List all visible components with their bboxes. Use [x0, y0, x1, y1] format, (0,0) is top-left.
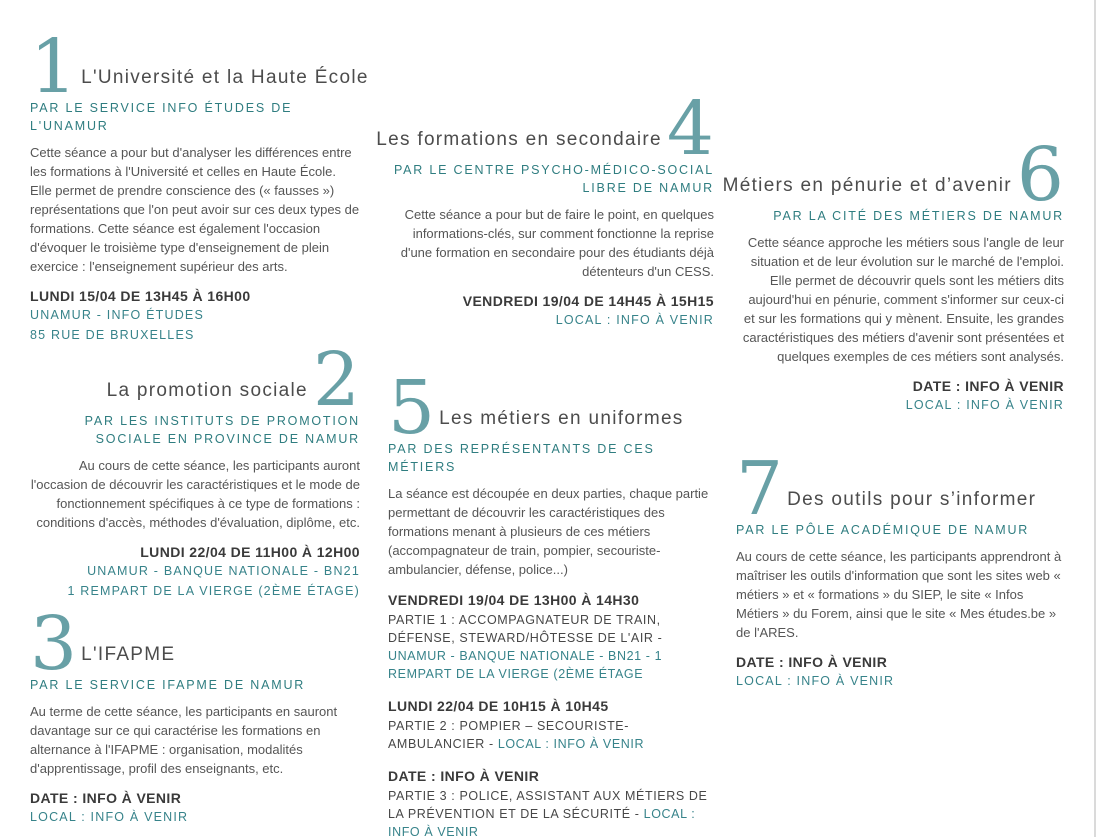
section-5: [388, 364, 714, 837]
section-body: Au cours de cette séance, les participants auront l'occasion de découvrir les caractéristiques et le mode de fonctionnement spécifiques à ce type de formations : conditions d'accès, méthodes d'évaluation, diplôme, etc.: [30, 458, 360, 530]
section-provider: PAR LE CENTRE PSYCHO-MÉDICO-SOCIAL LIBRE DE NAMUR: [393, 163, 714, 195]
section-4-header: [376, 86, 714, 172]
schedule-entry: [388, 768, 714, 837]
session-location: 1 REMPART DE LA VIERGE (2ÈME ÉTAGE): [67, 583, 360, 598]
session-date: LUNDI 22/04 DE 11H00 À 12H00: [140, 544, 360, 560]
schedule-detail: [388, 717, 714, 753]
session-date: DATE : INFO À VENIR: [912, 378, 1064, 394]
session-location: LOCAL : INFO À VENIR: [905, 398, 1064, 412]
section-1-header: [30, 24, 369, 110]
section-title: Les métiers en uniformes: [439, 407, 684, 429]
section-2-header: [30, 337, 360, 423]
section-title: Des outils pour s’informer: [787, 488, 1037, 510]
section-provider: PAR LES INSTITUTS DE PROMOTION SOCIALE EN PROVINCE DE NAMUR: [84, 414, 360, 446]
section-4: [376, 86, 714, 329]
schedule-detail: [388, 787, 714, 837]
page-edge-line: [1094, 0, 1096, 837]
section-provider: PAR LE PÔLE ACADÉMIQUE DE NAMUR: [736, 522, 1030, 537]
schedule-date: LUNDI 22/04 DE 10H15 À 10H45: [388, 697, 609, 714]
section-5-header: [388, 364, 714, 451]
column-1: [30, 24, 369, 826]
section-body: Cette séance approche les métiers sous l'angle de leur situation et de leur évolution sur le marché de l'emploi. Elle permet de découvrir quels sont les métiers dits aujourd'hui en pénurie, comment s'informer sur ceux-ci et sur les formations qui y mènent. Ensuite, les grandes caractéristiques des métiers d'avenir sont présentées et quelques exemples de ces métiers sont analysés.: [742, 235, 1064, 364]
schedule-date: DATE : INFO À VENIR: [388, 767, 540, 784]
section-number: 3: [30, 601, 78, 687]
column-2: [376, 86, 714, 837]
schedule-detail: [388, 611, 714, 683]
column-3: [722, 132, 1064, 689]
session-location: UNAMUR - INFO ÉTUDES: [30, 308, 204, 322]
section-provider: PAR DES REPRÉSENTANTS DE CES MÉTIERS: [388, 441, 655, 474]
section-title: L'IFAPME: [81, 644, 176, 665]
schedule-detail-location: UNAMUR - BANQUE NATIONALE - BN21 - 1 REMPART DE LA VIERGE (2ÈME ÉTAGE: [388, 648, 663, 681]
schedule-date: VENDREDI 19/04 DE 13H00 À 14H30: [388, 591, 640, 608]
section-3: [30, 601, 360, 826]
section-body: La séance est découpée en deux parties, chaque partie permettant de découvrir les caractéristiques des formations menant à plusieurs de ces métiers (accompagnateur de train, pompier, secouriste-ambulancier, défense, police...): [388, 485, 709, 577]
session-location: LOCAL : INFO À VENIR: [555, 313, 714, 327]
session-location: 85 RUE DE BRUXELLES: [30, 327, 195, 342]
section-provider: PAR LE SERVICE INFO ÉTUDES DE L'UNAMUR: [30, 101, 293, 133]
session-location: LOCAL : INFO À VENIR: [736, 673, 895, 688]
section-body: Au terme de cette séance, les participants en sauront davantage sur ce qui caractérise les formations en alternance à l'IFAPME : organisation, modalités d'apprentissage, profil des enseignants, etc.: [30, 704, 338, 776]
section-provider: PAR LE SERVICE IFAPME DE NAMUR: [30, 678, 306, 692]
section-body: Cette séance a pour but de faire le point, en quelques informations-clés, sur comment fonctionne la reprise d'une formation en secondaire pour des étudiants déjà détenteurs d'un CESS.: [400, 207, 714, 279]
session-date: LUNDI 15/04 DE 13H45 À 16H00: [30, 288, 251, 304]
section-body: Cette séance a pour but d'analyser les différences entre les formations à l'Université et celles en Haute École. Elle permet de prendre conscience des (« fausses ») représentations que l'on peut avoir sur ces deux types de formations. Cette séance est également l'occasion d'évoquer le troisième type d'enseignement de plein exercice : l'enseignement supérieur des arts.: [30, 145, 360, 274]
session-date: DATE : INFO À VENIR: [736, 653, 888, 670]
section-title: La promotion sociale: [106, 380, 308, 401]
schedule-detail-location: LOCAL : INFO À VENIR: [388, 806, 696, 837]
schedule-detail-location: LOCAL : INFO À VENIR: [497, 736, 645, 751]
section-body: Au cours de cette séance, les participants apprendront à maîtriser les outils d'information que sont les sites web « métiers » et « formations » du SIEP, le site « Infos Métiers » du Forem, ainsi que le site « Mes études.be » de l'ARES.: [736, 548, 1062, 640]
section-title: L'Université et la Haute École: [81, 67, 369, 88]
session-date: DATE : INFO À VENIR: [30, 790, 182, 806]
section-1: [30, 24, 369, 343]
section-number: 1: [30, 24, 78, 110]
session-date: VENDREDI 19/04 DE 14H45 À 15H15: [462, 293, 714, 309]
schedule-entry: [388, 592, 714, 683]
section-number: 4: [666, 86, 714, 172]
schedule-entry: [388, 698, 714, 753]
section-2: [30, 337, 360, 599]
section-title: Métiers en pénurie et d’avenir: [722, 175, 1012, 196]
section-6: [722, 132, 1064, 414]
schedule-detail-text: PARTIE 3 : POLICE, ASSISTANT AUX MÉTIERS DE LA PRÉVENTION ET DE LA SÉCURITÉ -: [388, 788, 708, 821]
session-location: LOCAL : INFO À VENIR: [30, 810, 189, 824]
section-title: Les formations en secondaire: [376, 129, 662, 150]
section-number: 6: [1016, 132, 1064, 218]
schedule-detail-text: PARTIE 2 : POMPIER – SECOURISTE-AMBULANCIER -: [388, 718, 630, 751]
section-number: 5: [388, 364, 436, 451]
section-number: 2: [312, 337, 360, 423]
section-7: [736, 445, 1064, 690]
section-provider: PAR LA CITÉ DES MÉTIERS DE NAMUR: [773, 209, 1064, 223]
schedule-detail-text: PARTIE 1 : ACCOMPAGNATEUR DE TRAIN, DÉFENSE, STEWARD/HÔTESSE DE L'AIR -: [388, 612, 663, 645]
session-location: UNAMUR - BANQUE NATIONALE - BN21: [87, 564, 360, 578]
section-number: 7: [736, 445, 784, 532]
